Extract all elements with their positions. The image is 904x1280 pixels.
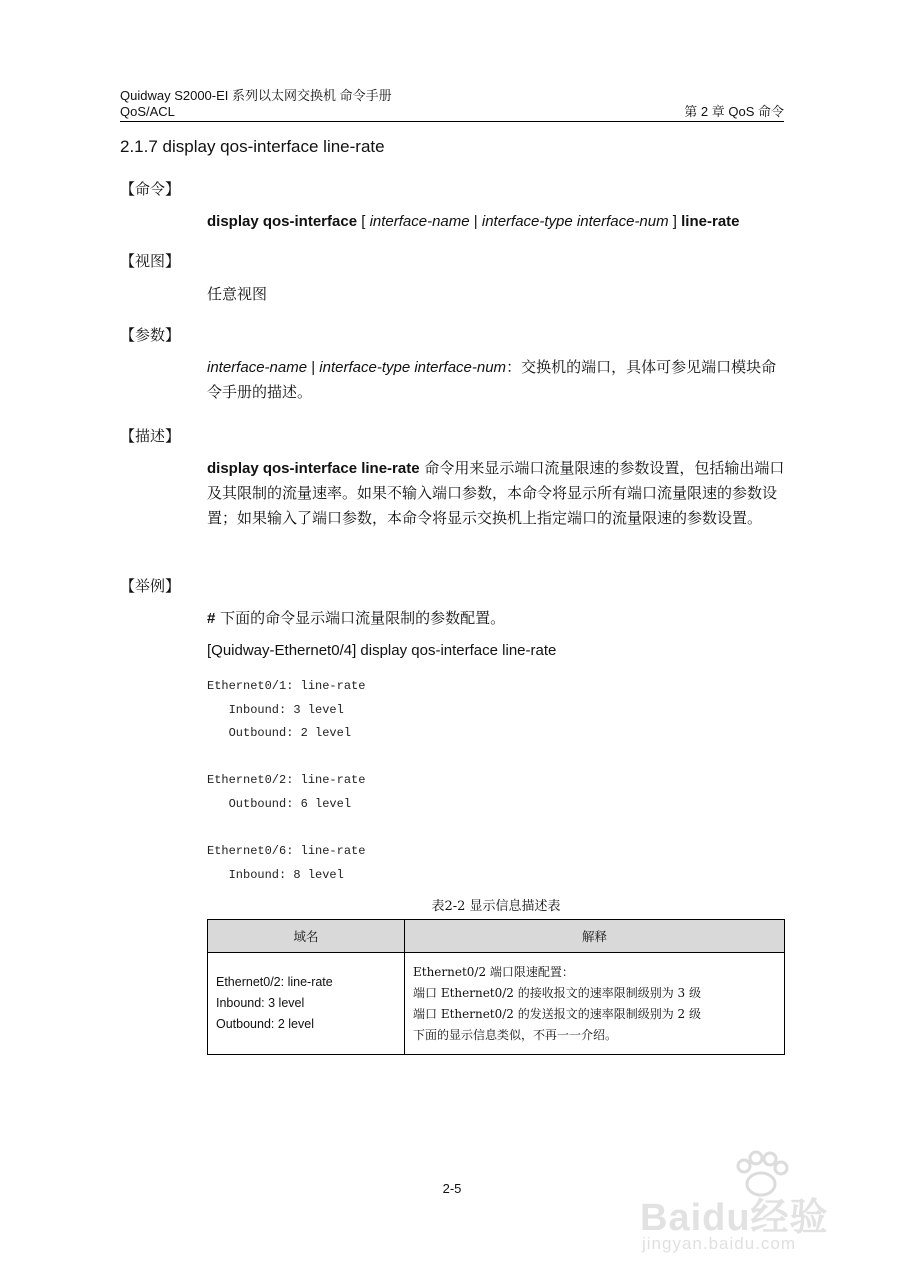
command-separator: | [469, 213, 482, 230]
table-cell-explanation [405, 953, 785, 1055]
command-keyword: display qos-interface [207, 213, 358, 230]
section-title: 2.1.7 display qos-interface line-rate [120, 137, 385, 156]
description-keyword: display qos-interface line-rate [207, 460, 420, 477]
description-body: 命令用来显示端口流量限速的参数设置，包括输出端口及其限制的流量速率。如果不输入端口参数，本命令将显示所有端口流量限速的参数设置；如果输入了端口参数，本命令将显示交换机上指定端口的流量限速的参数设置。 [207, 459, 785, 527]
header-title: Quidway S2000-EI 系列以太网交换机 命令手册 [120, 88, 392, 103]
label-example: 【举例】 [120, 577, 181, 595]
output-line [207, 746, 365, 770]
table-cell-field [208, 953, 405, 1055]
table-caption: 表2-2 显示信息描述表 [431, 899, 561, 914]
watermark-url: jingyan.baidu.com [642, 1234, 797, 1253]
info-table [207, 919, 785, 1055]
command-keyword-tail: line-rate [681, 213, 740, 230]
command-param-name: interface-name [369, 213, 470, 230]
output-line: Ethernet0/6: line-rate [207, 844, 366, 859]
view-text: 任意视图 [207, 285, 268, 303]
example-intro [207, 606, 785, 631]
field-line: Ethernet0/2: line-rate [216, 975, 333, 989]
baidu-watermark [640, 1150, 870, 1260]
table-header-explanation: 解释 [405, 920, 785, 953]
header-section: QoS/ACL [120, 104, 175, 119]
description-text [207, 456, 785, 531]
command-bracket-open: [ [357, 213, 370, 230]
explanation-line: 端口 Ethernet0/2 的发送报文的速率限制级别为 2 级 [413, 1006, 702, 1021]
header-chapter: 第 2 章 QoS 命令 [684, 104, 784, 119]
command-param-type: interface-type interface-num [481, 213, 669, 230]
output-line: Ethernet0/1: line-rate [207, 679, 366, 693]
output-line: Inbound: 8 level [207, 867, 344, 882]
output-line: Outbound: 6 level [207, 796, 352, 811]
label-description: 【描述】 [120, 427, 181, 445]
command-bracket-close: ] [668, 213, 682, 230]
table-row [208, 953, 785, 1055]
field-line: Outbound: 2 level [216, 1017, 314, 1031]
example-output [207, 675, 365, 887]
table-header-field: 域名 [208, 920, 405, 953]
example-intro-text: 下面的命令显示端口流量限制的参数配置。 [215, 609, 506, 627]
table-header-row [208, 920, 785, 953]
page-number: 2-5 [442, 1181, 462, 1196]
output-line: Ethernet0/2: line-rate [207, 773, 366, 788]
explanation-line: Ethernet0/2 端口限速配置： [413, 964, 574, 979]
output-line [207, 817, 365, 841]
example-hash: # [207, 610, 216, 627]
watermark-brand: Baidu经验 [640, 1197, 829, 1239]
label-command: 【命令】 [120, 180, 181, 198]
explanation-line: 下面的显示信息类似，不再一一介绍。 [413, 1027, 618, 1042]
params-text [207, 355, 785, 405]
param-description: ：交换机的端口，具体可参见端口模块命令手册的描述。 [207, 358, 777, 401]
header-rule [120, 121, 784, 122]
label-params: 【参数】 [120, 326, 181, 344]
example-command-line: [Quidway-Ethernet0/4] display qos-interface line-rate [207, 642, 557, 659]
field-line: Inbound: 3 level [216, 996, 305, 1010]
output-line: Outbound: 2 level [207, 726, 352, 741]
explanation-line: 端口 Ethernet0/2 的接收报文的速率限制级别为 3 级 [413, 985, 702, 1000]
param-type: interface-type interface-num [319, 359, 507, 376]
param-name: interface-name [207, 359, 308, 376]
output-line: Inbound: 3 level [207, 702, 344, 717]
param-separator: | [307, 359, 320, 376]
command-syntax [207, 209, 785, 234]
label-view: 【视图】 [120, 252, 181, 270]
